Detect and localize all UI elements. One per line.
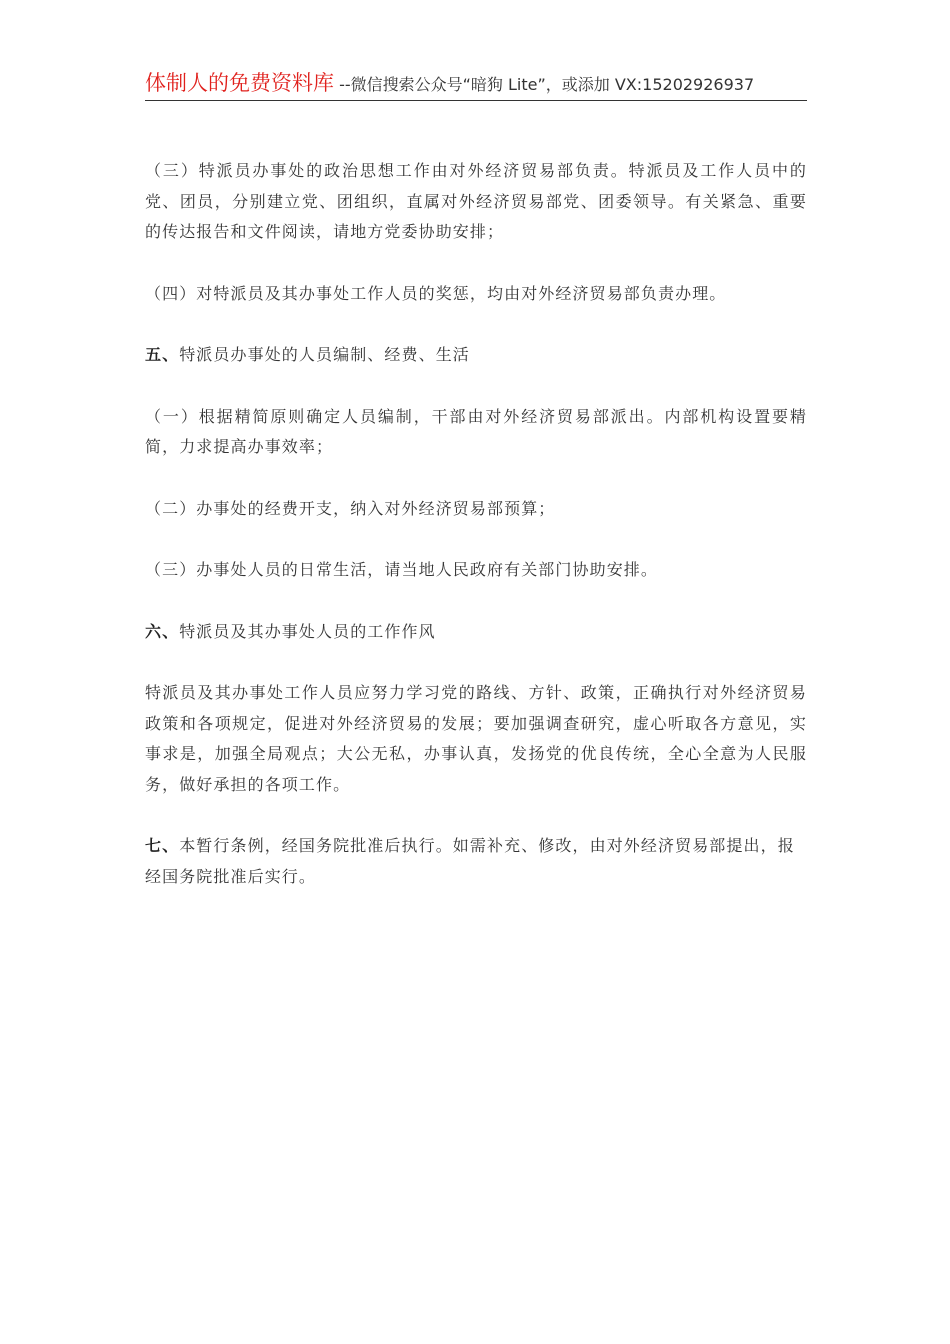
header-contact-note: --微信搜索公众号“暗狗 Lite”，或添加 VX:15202926937 [334,75,755,94]
section-title: 特派员及其办事处人员的工作作风 [179,621,436,641]
section-title: 特派员办事处的人员编制、经费、生活 [179,345,470,364]
section-text: 本暂行条例，经国务院批准后执行。如需补充、修改，由对外经济贸易部提出，报经国务院批准后实行。 [145,836,795,886]
paragraph-5-3-living: （三）办事处人员的日常生活，请当地人民政府有关部门协助安排。 [145,560,659,579]
paragraph-3-political-work: （三）特派员办事处的政治思想工作由对外经济贸易部负责。特派员及工作人员中的党、团员，分别建立党、团组织，直属对外经济贸易部党、团委领导。有关紧急、重要的传达报告和文件阅读，请地方党委协助安排； [145,161,807,241]
page-header [145,68,807,101]
section-number: 六、 [145,621,180,641]
paragraph-6-work-style: 特派员及其办事处工作人员应努力学习党的路线、方针、政策，正确执行对外经济贸易政策和各项规定，促进对外经济贸易的发展；要加强调查研究，虚心听取各方意见，实事求是，加强全局观点；大公无私，办事认真，发扬党的优良传统，全心全意为人民服务，做好承担的各项工作。 [145,683,807,794]
paragraph-5-1-staffing: （一）根据精简原则确定人员编制，干部由对外经济贸易部派出。内部机构设置要精简，力求提高办事效率； [145,406,807,456]
section-heading-6 [145,617,807,648]
header-brand-title: 体制人的免费资料库 [145,71,334,95]
paragraph-4-rewards: （四）对特派员及其办事处工作人员的奖惩，均由对外经济贸易部负责办理。 [145,283,727,303]
section-heading-5 [145,340,807,371]
document-body [145,156,807,923]
section-number: 五、 [145,345,180,364]
section-number: 七、 [145,836,180,855]
section-heading-7 [145,831,807,892]
paragraph-5-2-funding: （二）办事处的经费开支，纳入对外经济贸易部预算； [145,498,556,518]
